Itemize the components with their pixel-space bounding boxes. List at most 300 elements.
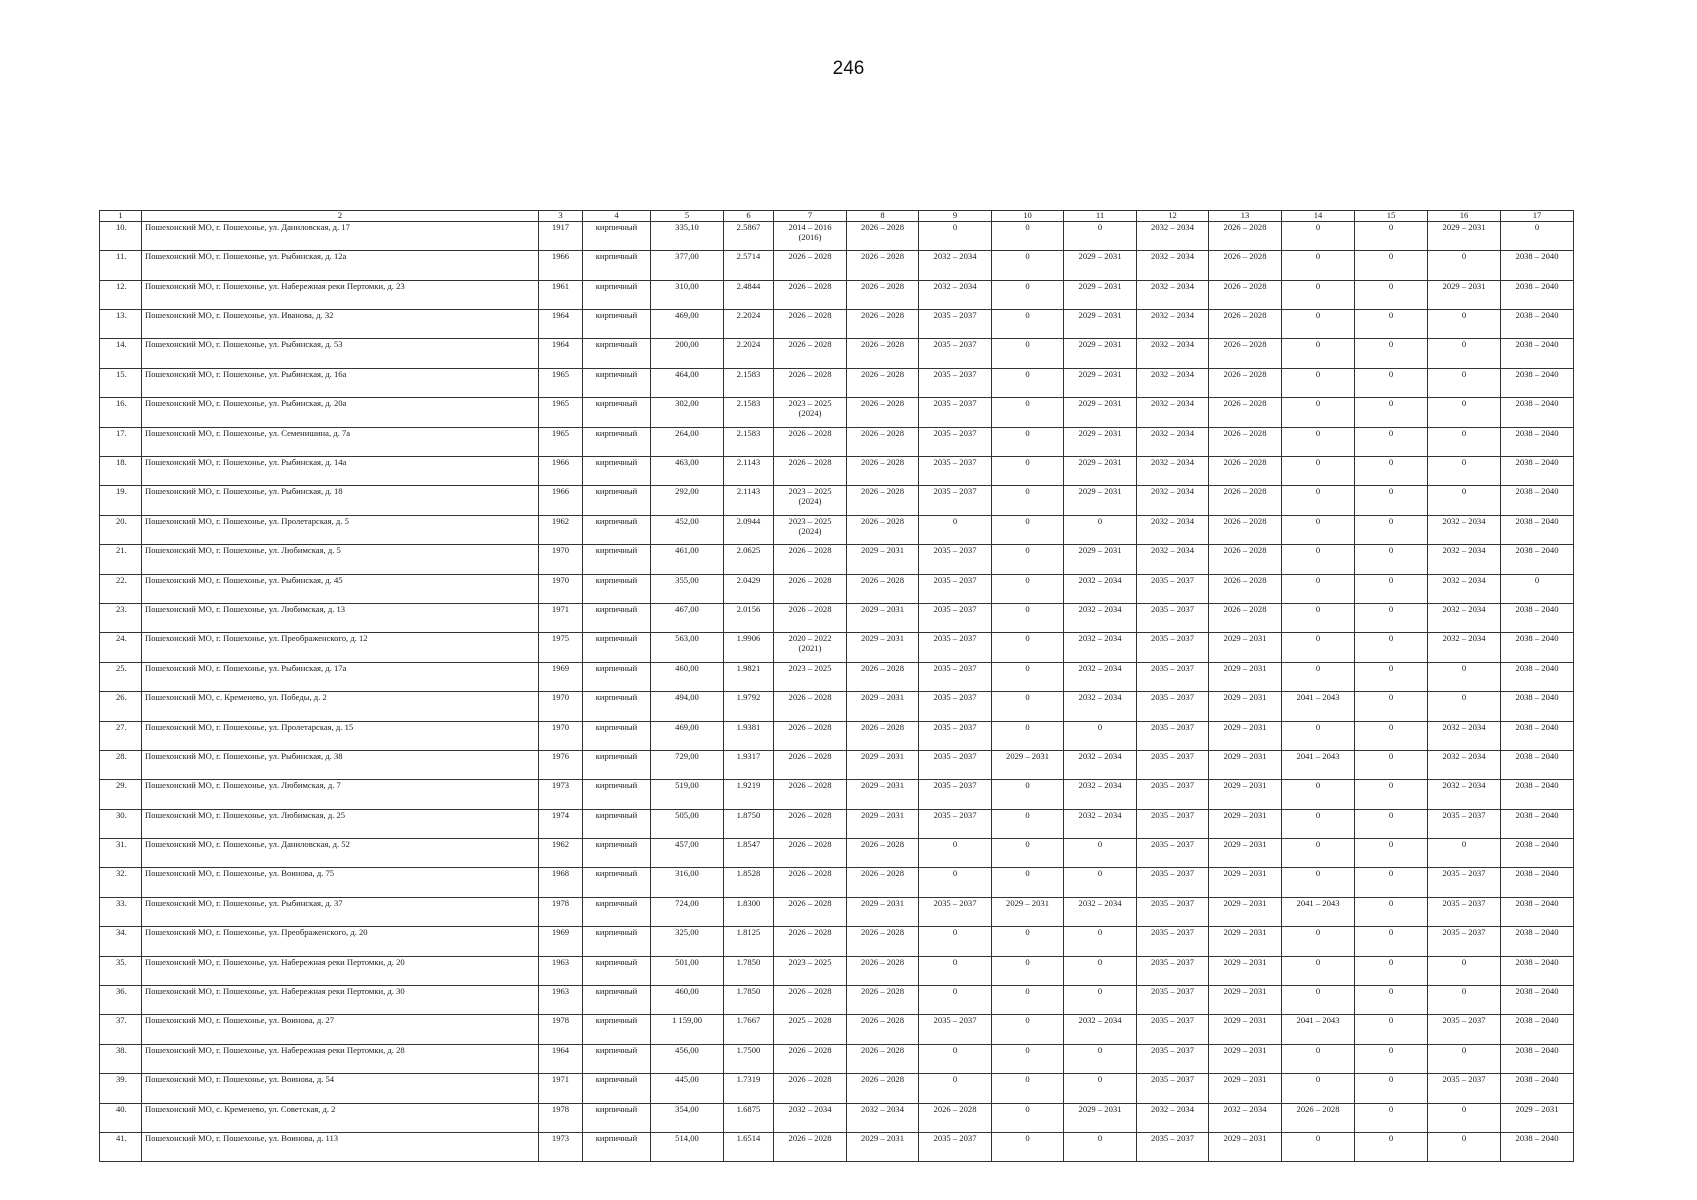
col-17-cell: 0	[1501, 574, 1574, 603]
index-cell: 1.9906	[724, 633, 774, 662]
build-year-cell: 1963	[539, 986, 583, 1015]
col-10-cell: 2029 – 2031	[992, 750, 1064, 779]
col-11-cell: 2032 – 2034	[1064, 780, 1137, 809]
index-cell: 1.8125	[724, 927, 774, 956]
col-7-cell	[774, 515, 847, 544]
address-cell: Пошехонский МО, г. Пошехонье, ул. Набережная реки Пертомки, д. 28	[142, 1044, 539, 1073]
build-year-cell: 1970	[539, 692, 583, 721]
col-10-cell: 0	[992, 398, 1064, 427]
col-13-cell: 2026 – 2028	[1209, 251, 1282, 280]
col-13-cell: 2026 – 2028	[1209, 574, 1282, 603]
col-14-cell: 0	[1282, 1074, 1355, 1103]
col-10-cell: 0	[992, 1044, 1064, 1073]
col-9-cell: 2035 – 2037	[919, 780, 992, 809]
col-16-cell: 0	[1428, 486, 1501, 515]
col-11-cell: 2029 – 2031	[1064, 368, 1137, 397]
col-8-cell: 2029 – 2031	[847, 545, 919, 574]
col-17-cell: 2038 – 2040	[1501, 1044, 1574, 1073]
table-row	[100, 603, 1574, 632]
col-15-cell: 0	[1355, 251, 1428, 280]
column-header-15: 15	[1355, 211, 1428, 222]
col-10-cell: 0	[992, 368, 1064, 397]
row-number-cell: 38.	[100, 1044, 142, 1073]
col-13-cell: 2026 – 2028	[1209, 427, 1282, 456]
wall-material-cell: кирпичный	[583, 368, 651, 397]
col-14-cell: 0	[1282, 927, 1355, 956]
col-7-actual-year: (2024)	[798, 408, 822, 419]
col-7-cell	[774, 1015, 847, 1044]
row-number-cell: 36.	[100, 986, 142, 1015]
col-14-cell: 0	[1282, 251, 1355, 280]
col-15-cell: 0	[1355, 1074, 1428, 1103]
row-number-cell: 15.	[100, 368, 142, 397]
build-year-cell: 1965	[539, 427, 583, 456]
col-17-cell: 2038 – 2040	[1501, 750, 1574, 779]
col-7-cell	[774, 956, 847, 985]
build-year-cell: 1973	[539, 1132, 583, 1161]
table-row	[100, 574, 1574, 603]
col-8-cell: 2026 – 2028	[847, 398, 919, 427]
column-header-14: 14	[1282, 211, 1355, 222]
build-year-cell: 1970	[539, 574, 583, 603]
col-7-period: 2023 – 2025	[788, 662, 832, 673]
col-17-cell: 2038 – 2040	[1501, 633, 1574, 662]
col-8-cell: 2029 – 2031	[847, 692, 919, 721]
col-10-cell: 0	[992, 310, 1064, 339]
col-15-cell: 0	[1355, 662, 1428, 691]
address-cell: Пошехонский МО, г. Пошехонье, ул. Воинова, д. 113	[142, 1132, 539, 1161]
col-15-cell: 0	[1355, 457, 1428, 486]
wall-material-cell: кирпичный	[583, 1044, 651, 1073]
col-16-cell: 2032 – 2034	[1428, 515, 1501, 544]
col-14-cell: 0	[1282, 1132, 1355, 1161]
col-16-cell: 0	[1428, 986, 1501, 1015]
area-cell: 310,00	[651, 280, 724, 309]
col-11-cell: 0	[1064, 839, 1137, 868]
table-row	[100, 427, 1574, 456]
build-year-cell: 1966	[539, 486, 583, 515]
col-13-cell: 2029 – 2031	[1209, 897, 1282, 926]
col-12-cell: 2032 – 2034	[1137, 368, 1209, 397]
col-8-cell: 2026 – 2028	[847, 457, 919, 486]
index-cell: 1.9219	[724, 780, 774, 809]
index-cell: 1.7850	[724, 986, 774, 1015]
col-7-period: 2026 – 2028	[788, 310, 832, 321]
row-number-cell: 27.	[100, 721, 142, 750]
build-year-cell: 1965	[539, 368, 583, 397]
col-14-cell: 0	[1282, 662, 1355, 691]
col-15-cell: 0	[1355, 809, 1428, 838]
col-11-cell: 2029 – 2031	[1064, 310, 1137, 339]
col-11-cell: 0	[1064, 1044, 1137, 1073]
col-15-cell: 0	[1355, 868, 1428, 897]
col-10-cell: 0	[992, 427, 1064, 456]
col-12-cell: 2032 – 2034	[1137, 251, 1209, 280]
col-14-cell: 0	[1282, 339, 1355, 368]
col-7-period: 2026 – 2028	[788, 927, 832, 938]
area-cell: 316,00	[651, 868, 724, 897]
build-year-cell: 1975	[539, 633, 583, 662]
col-8-cell: 2026 – 2028	[847, 486, 919, 515]
col-13-cell: 2026 – 2028	[1209, 515, 1282, 544]
col-9-cell: 2035 – 2037	[919, 750, 992, 779]
area-cell: 467,00	[651, 603, 724, 632]
col-9-cell: 2035 – 2037	[919, 809, 992, 838]
col-15-cell: 0	[1355, 956, 1428, 985]
col-11-cell: 2029 – 2031	[1064, 457, 1137, 486]
col-10-cell: 0	[992, 545, 1064, 574]
wall-material-cell: кирпичный	[583, 956, 651, 985]
col-8-cell: 2029 – 2031	[847, 750, 919, 779]
col-11-cell: 0	[1064, 221, 1137, 250]
col-14-cell: 0	[1282, 427, 1355, 456]
table-row	[100, 1132, 1574, 1161]
area-cell: 456,00	[651, 1044, 724, 1073]
col-8-cell: 2026 – 2028	[847, 927, 919, 956]
wall-material-cell: кирпичный	[583, 721, 651, 750]
row-number-cell: 29.	[100, 780, 142, 809]
col-10-cell: 0	[992, 1132, 1064, 1161]
build-year-cell: 1969	[539, 662, 583, 691]
col-12-cell: 2032 – 2034	[1137, 221, 1209, 250]
col-9-cell: 2035 – 2037	[919, 368, 992, 397]
col-15-cell: 0	[1355, 310, 1428, 339]
col-11-cell: 0	[1064, 721, 1137, 750]
col-8-cell: 2026 – 2028	[847, 427, 919, 456]
col-7-period: 2026 – 2028	[788, 780, 832, 791]
index-cell: 1.9381	[724, 721, 774, 750]
col-9-cell: 0	[919, 986, 992, 1015]
col-16-cell: 0	[1428, 251, 1501, 280]
col-14-cell: 0	[1282, 780, 1355, 809]
col-10-cell: 0	[992, 280, 1064, 309]
col-7-cell	[774, 427, 847, 456]
col-7-actual-year: (2016)	[798, 231, 822, 242]
row-number-cell: 35.	[100, 956, 142, 985]
build-year-cell: 1969	[539, 927, 583, 956]
col-16-cell: 2032 – 2034	[1428, 750, 1501, 779]
col-13-cell: 2029 – 2031	[1209, 1132, 1282, 1161]
row-number-cell: 32.	[100, 868, 142, 897]
col-9-cell: 0	[919, 868, 992, 897]
col-17-cell: 2038 – 2040	[1501, 692, 1574, 721]
wall-material-cell: кирпичный	[583, 868, 651, 897]
col-15-cell: 0	[1355, 545, 1428, 574]
area-cell: 514,00	[651, 1132, 724, 1161]
col-7-period: 2026 – 2028	[788, 427, 832, 438]
address-cell: Пошехонский МО, г. Пошехонье, ул. Воинова, д. 75	[142, 868, 539, 897]
row-number-cell: 22.	[100, 574, 142, 603]
address-cell: Пошехонский МО, с. Кременево, ул. Советская, д. 2	[142, 1103, 539, 1132]
build-year-cell: 1964	[539, 1044, 583, 1073]
table-row	[100, 280, 1574, 309]
col-17-cell: 2038 – 2040	[1501, 1015, 1574, 1044]
column-header-13: 13	[1209, 211, 1282, 222]
col-10-cell: 0	[992, 721, 1064, 750]
table-row	[100, 809, 1574, 838]
index-cell: 1.7319	[724, 1074, 774, 1103]
wall-material-cell: кирпичный	[583, 574, 651, 603]
index-cell: 1.9821	[724, 662, 774, 691]
col-13-cell: 2029 – 2031	[1209, 692, 1282, 721]
col-14-cell: 0	[1282, 809, 1355, 838]
row-number-cell: 19.	[100, 486, 142, 515]
area-cell: 469,00	[651, 721, 724, 750]
area-cell: 355,00	[651, 574, 724, 603]
address-cell: Пошехонский МО, г. Пошехонье, ул. Набережная реки Пертомки, д. 30	[142, 986, 539, 1015]
col-11-cell: 2032 – 2034	[1064, 633, 1137, 662]
address-cell: Пошехонский МО, г. Пошехонье, ул. Рыбинская, д. 20а	[142, 398, 539, 427]
index-cell: 1.9317	[724, 750, 774, 779]
col-12-cell: 2035 – 2037	[1137, 780, 1209, 809]
area-cell: 460,00	[651, 662, 724, 691]
col-11-cell: 2029 – 2031	[1064, 251, 1137, 280]
col-15-cell: 0	[1355, 839, 1428, 868]
col-11-cell: 2029 – 2031	[1064, 398, 1137, 427]
col-14-cell: 0	[1282, 633, 1355, 662]
col-11-cell: 2032 – 2034	[1064, 574, 1137, 603]
col-9-cell: 2035 – 2037	[919, 398, 992, 427]
address-cell: Пошехонский МО, г. Пошехонье, ул. Пролетарская, д. 5	[142, 515, 539, 544]
col-10-cell: 0	[992, 251, 1064, 280]
col-9-cell: 2035 – 2037	[919, 1132, 992, 1161]
col-7-period: 2026 – 2028	[788, 251, 832, 262]
col-17-cell: 2038 – 2040	[1501, 1074, 1574, 1103]
col-14-cell: 0	[1282, 956, 1355, 985]
col-15-cell: 0	[1355, 427, 1428, 456]
row-number-cell: 11.	[100, 251, 142, 280]
index-cell: 1.8300	[724, 897, 774, 926]
col-9-cell: 2035 – 2037	[919, 662, 992, 691]
col-10-cell: 0	[992, 839, 1064, 868]
col-12-cell: 2035 – 2037	[1137, 574, 1209, 603]
wall-material-cell: кирпичный	[583, 780, 651, 809]
col-7-cell	[774, 339, 847, 368]
build-year-cell: 1971	[539, 1074, 583, 1103]
area-cell: 264,00	[651, 427, 724, 456]
col-8-cell: 2026 – 2028	[847, 662, 919, 691]
col-8-cell: 2026 – 2028	[847, 251, 919, 280]
table-row	[100, 839, 1574, 868]
col-15-cell: 0	[1355, 221, 1428, 250]
address-cell: Пошехонский МО, г. Пошехонье, ул. Преображенского, д. 12	[142, 633, 539, 662]
col-17-cell: 2038 – 2040	[1501, 662, 1574, 691]
col-7-period: 2026 – 2028	[788, 368, 832, 379]
table-row	[100, 1103, 1574, 1132]
area-cell: 457,00	[651, 839, 724, 868]
build-year-cell: 1970	[539, 545, 583, 574]
col-16-cell: 2035 – 2037	[1428, 1074, 1501, 1103]
col-13-cell: 2032 – 2034	[1209, 1103, 1282, 1132]
col-13-cell: 2026 – 2028	[1209, 310, 1282, 339]
col-8-cell: 2026 – 2028	[847, 310, 919, 339]
build-year-cell: 1965	[539, 398, 583, 427]
build-year-cell: 1974	[539, 809, 583, 838]
col-15-cell: 0	[1355, 1015, 1428, 1044]
col-16-cell: 0	[1428, 839, 1501, 868]
area-cell: 445,00	[651, 1074, 724, 1103]
col-15-cell: 0	[1355, 986, 1428, 1015]
col-16-cell: 2032 – 2034	[1428, 545, 1501, 574]
area-cell: 354,00	[651, 1103, 724, 1132]
index-cell: 2.1143	[724, 486, 774, 515]
address-cell: Пошехонский МО, г. Пошехонье, ул. Иванова, д. 32	[142, 310, 539, 339]
col-13-cell: 2026 – 2028	[1209, 545, 1282, 574]
col-14-cell: 0	[1282, 1044, 1355, 1073]
col-15-cell: 0	[1355, 574, 1428, 603]
column-header-12: 12	[1137, 211, 1209, 222]
page-number: 246	[832, 58, 865, 79]
col-9-cell: 0	[919, 221, 992, 250]
col-11-cell: 0	[1064, 515, 1137, 544]
col-16-cell: 2029 – 2031	[1428, 221, 1501, 250]
area-cell: 501,00	[651, 956, 724, 985]
col-11-cell: 2029 – 2031	[1064, 427, 1137, 456]
col-12-cell: 2035 – 2037	[1137, 662, 1209, 691]
col-14-cell: 0	[1282, 368, 1355, 397]
col-12-cell: 2035 – 2037	[1137, 1074, 1209, 1103]
col-13-cell: 2029 – 2031	[1209, 633, 1282, 662]
col-9-cell: 0	[919, 1044, 992, 1073]
build-year-cell: 1970	[539, 721, 583, 750]
col-10-cell: 0	[992, 1074, 1064, 1103]
area-cell: 469,00	[651, 310, 724, 339]
col-7-cell	[774, 251, 847, 280]
col-7-period: 2026 – 2028	[788, 809, 832, 820]
col-7-period: 2023 – 2025	[788, 398, 832, 409]
col-16-cell: 0	[1428, 368, 1501, 397]
col-12-cell: 2032 – 2034	[1137, 310, 1209, 339]
col-16-cell: 0	[1428, 339, 1501, 368]
col-14-cell: 2041 – 2043	[1282, 692, 1355, 721]
col-15-cell: 0	[1355, 692, 1428, 721]
col-14-cell: 0	[1282, 545, 1355, 574]
col-11-cell: 2029 – 2031	[1064, 545, 1137, 574]
row-number-cell: 26.	[100, 692, 142, 721]
col-17-cell: 2038 – 2040	[1501, 603, 1574, 632]
col-9-cell: 2035 – 2037	[919, 574, 992, 603]
build-year-cell: 1973	[539, 780, 583, 809]
wall-material-cell: кирпичный	[583, 398, 651, 427]
table-row	[100, 662, 1574, 691]
col-8-cell: 2029 – 2031	[847, 603, 919, 632]
col-13-cell: 2029 – 2031	[1209, 868, 1282, 897]
table-row	[100, 251, 1574, 280]
wall-material-cell: кирпичный	[583, 809, 651, 838]
col-15-cell: 0	[1355, 603, 1428, 632]
row-number-cell: 16.	[100, 398, 142, 427]
area-cell: 461,00	[651, 545, 724, 574]
col-17-cell: 2038 – 2040	[1501, 986, 1574, 1015]
col-7-period: 2023 – 2025	[788, 956, 832, 967]
col-7-period: 2025 – 2028	[788, 1015, 832, 1026]
col-14-cell: 0	[1282, 986, 1355, 1015]
build-year-cell: 1962	[539, 839, 583, 868]
col-7-period: 2026 – 2028	[788, 1044, 832, 1055]
address-cell: Пошехонский МО, г. Пошехонье, ул. Рыбинская, д. 16а	[142, 368, 539, 397]
build-year-cell: 1964	[539, 310, 583, 339]
col-8-cell: 2026 – 2028	[847, 1044, 919, 1073]
col-15-cell: 0	[1355, 721, 1428, 750]
col-15-cell: 0	[1355, 368, 1428, 397]
col-16-cell: 2029 – 2031	[1428, 280, 1501, 309]
col-9-cell: 2035 – 2037	[919, 457, 992, 486]
col-7-period: 2026 – 2028	[788, 603, 832, 614]
col-12-cell: 2032 – 2034	[1137, 280, 1209, 309]
col-9-cell: 2035 – 2037	[919, 486, 992, 515]
col-7-cell	[774, 839, 847, 868]
address-cell: Пошехонский МО, г. Пошехонье, ул. Набережная реки Пертомки, д. 23	[142, 280, 539, 309]
col-17-cell: 2038 – 2040	[1501, 956, 1574, 985]
row-number-cell: 34.	[100, 927, 142, 956]
col-8-cell: 2026 – 2028	[847, 221, 919, 250]
col-14-cell: 0	[1282, 603, 1355, 632]
col-9-cell: 2035 – 2037	[919, 603, 992, 632]
index-cell: 2.4844	[724, 280, 774, 309]
wall-material-cell: кирпичный	[583, 486, 651, 515]
col-9-cell: 2035 – 2037	[919, 339, 992, 368]
col-17-cell: 2038 – 2040	[1501, 927, 1574, 956]
col-7-cell	[774, 1103, 847, 1132]
wall-material-cell: кирпичный	[583, 927, 651, 956]
col-12-cell: 2035 – 2037	[1137, 1015, 1209, 1044]
table-row	[100, 221, 1574, 250]
address-cell: Пошехонский МО, г. Пошехонье, ул. Семенишина, д. 7а	[142, 427, 539, 456]
address-cell: Пошехонский МО, г. Пошехонье, ул. Рыбинская, д. 12а	[142, 251, 539, 280]
col-11-cell: 2029 – 2031	[1064, 486, 1137, 515]
col-16-cell: 2035 – 2037	[1428, 868, 1501, 897]
index-cell: 1.9792	[724, 692, 774, 721]
col-7-cell	[774, 986, 847, 1015]
col-16-cell: 0	[1428, 427, 1501, 456]
row-number-cell: 40.	[100, 1103, 142, 1132]
row-number-cell: 10.	[100, 221, 142, 250]
col-13-cell: 2029 – 2031	[1209, 1074, 1282, 1103]
col-14-cell: 2026 – 2028	[1282, 1103, 1355, 1132]
build-year-cell: 1963	[539, 956, 583, 985]
col-10-cell: 0	[992, 339, 1064, 368]
col-7-period: 2026 – 2028	[788, 545, 832, 556]
col-7-period: 2026 – 2028	[788, 839, 832, 850]
col-11-cell: 0	[1064, 1132, 1137, 1161]
area-cell: 464,00	[651, 368, 724, 397]
col-11-cell: 2032 – 2034	[1064, 897, 1137, 926]
build-year-cell: 1961	[539, 280, 583, 309]
col-16-cell: 2035 – 2037	[1428, 927, 1501, 956]
col-12-cell: 2032 – 2034	[1137, 1103, 1209, 1132]
index-cell: 2.1583	[724, 427, 774, 456]
col-7-period: 2026 – 2028	[788, 574, 832, 585]
build-year-cell: 1964	[539, 339, 583, 368]
col-16-cell: 2032 – 2034	[1428, 780, 1501, 809]
col-7-cell	[774, 721, 847, 750]
row-number-cell: 31.	[100, 839, 142, 868]
column-header-5: 5	[651, 211, 724, 222]
col-9-cell: 2032 – 2034	[919, 251, 992, 280]
col-17-cell: 2038 – 2040	[1501, 780, 1574, 809]
col-16-cell: 2032 – 2034	[1428, 574, 1501, 603]
repair-schedule-table-container	[99, 210, 1573, 1162]
area-cell: 729,00	[651, 750, 724, 779]
col-13-cell: 2026 – 2028	[1209, 368, 1282, 397]
col-14-cell: 2041 – 2043	[1282, 750, 1355, 779]
area-cell: 494,00	[651, 692, 724, 721]
col-7-period: 2026 – 2028	[788, 868, 832, 879]
wall-material-cell: кирпичный	[583, 1074, 651, 1103]
column-header-6: 6	[724, 211, 774, 222]
col-13-cell: 2029 – 2031	[1209, 1044, 1282, 1073]
address-cell: Пошехонский МО, г. Пошехонье, ул. Рыбинская, д. 18	[142, 486, 539, 515]
